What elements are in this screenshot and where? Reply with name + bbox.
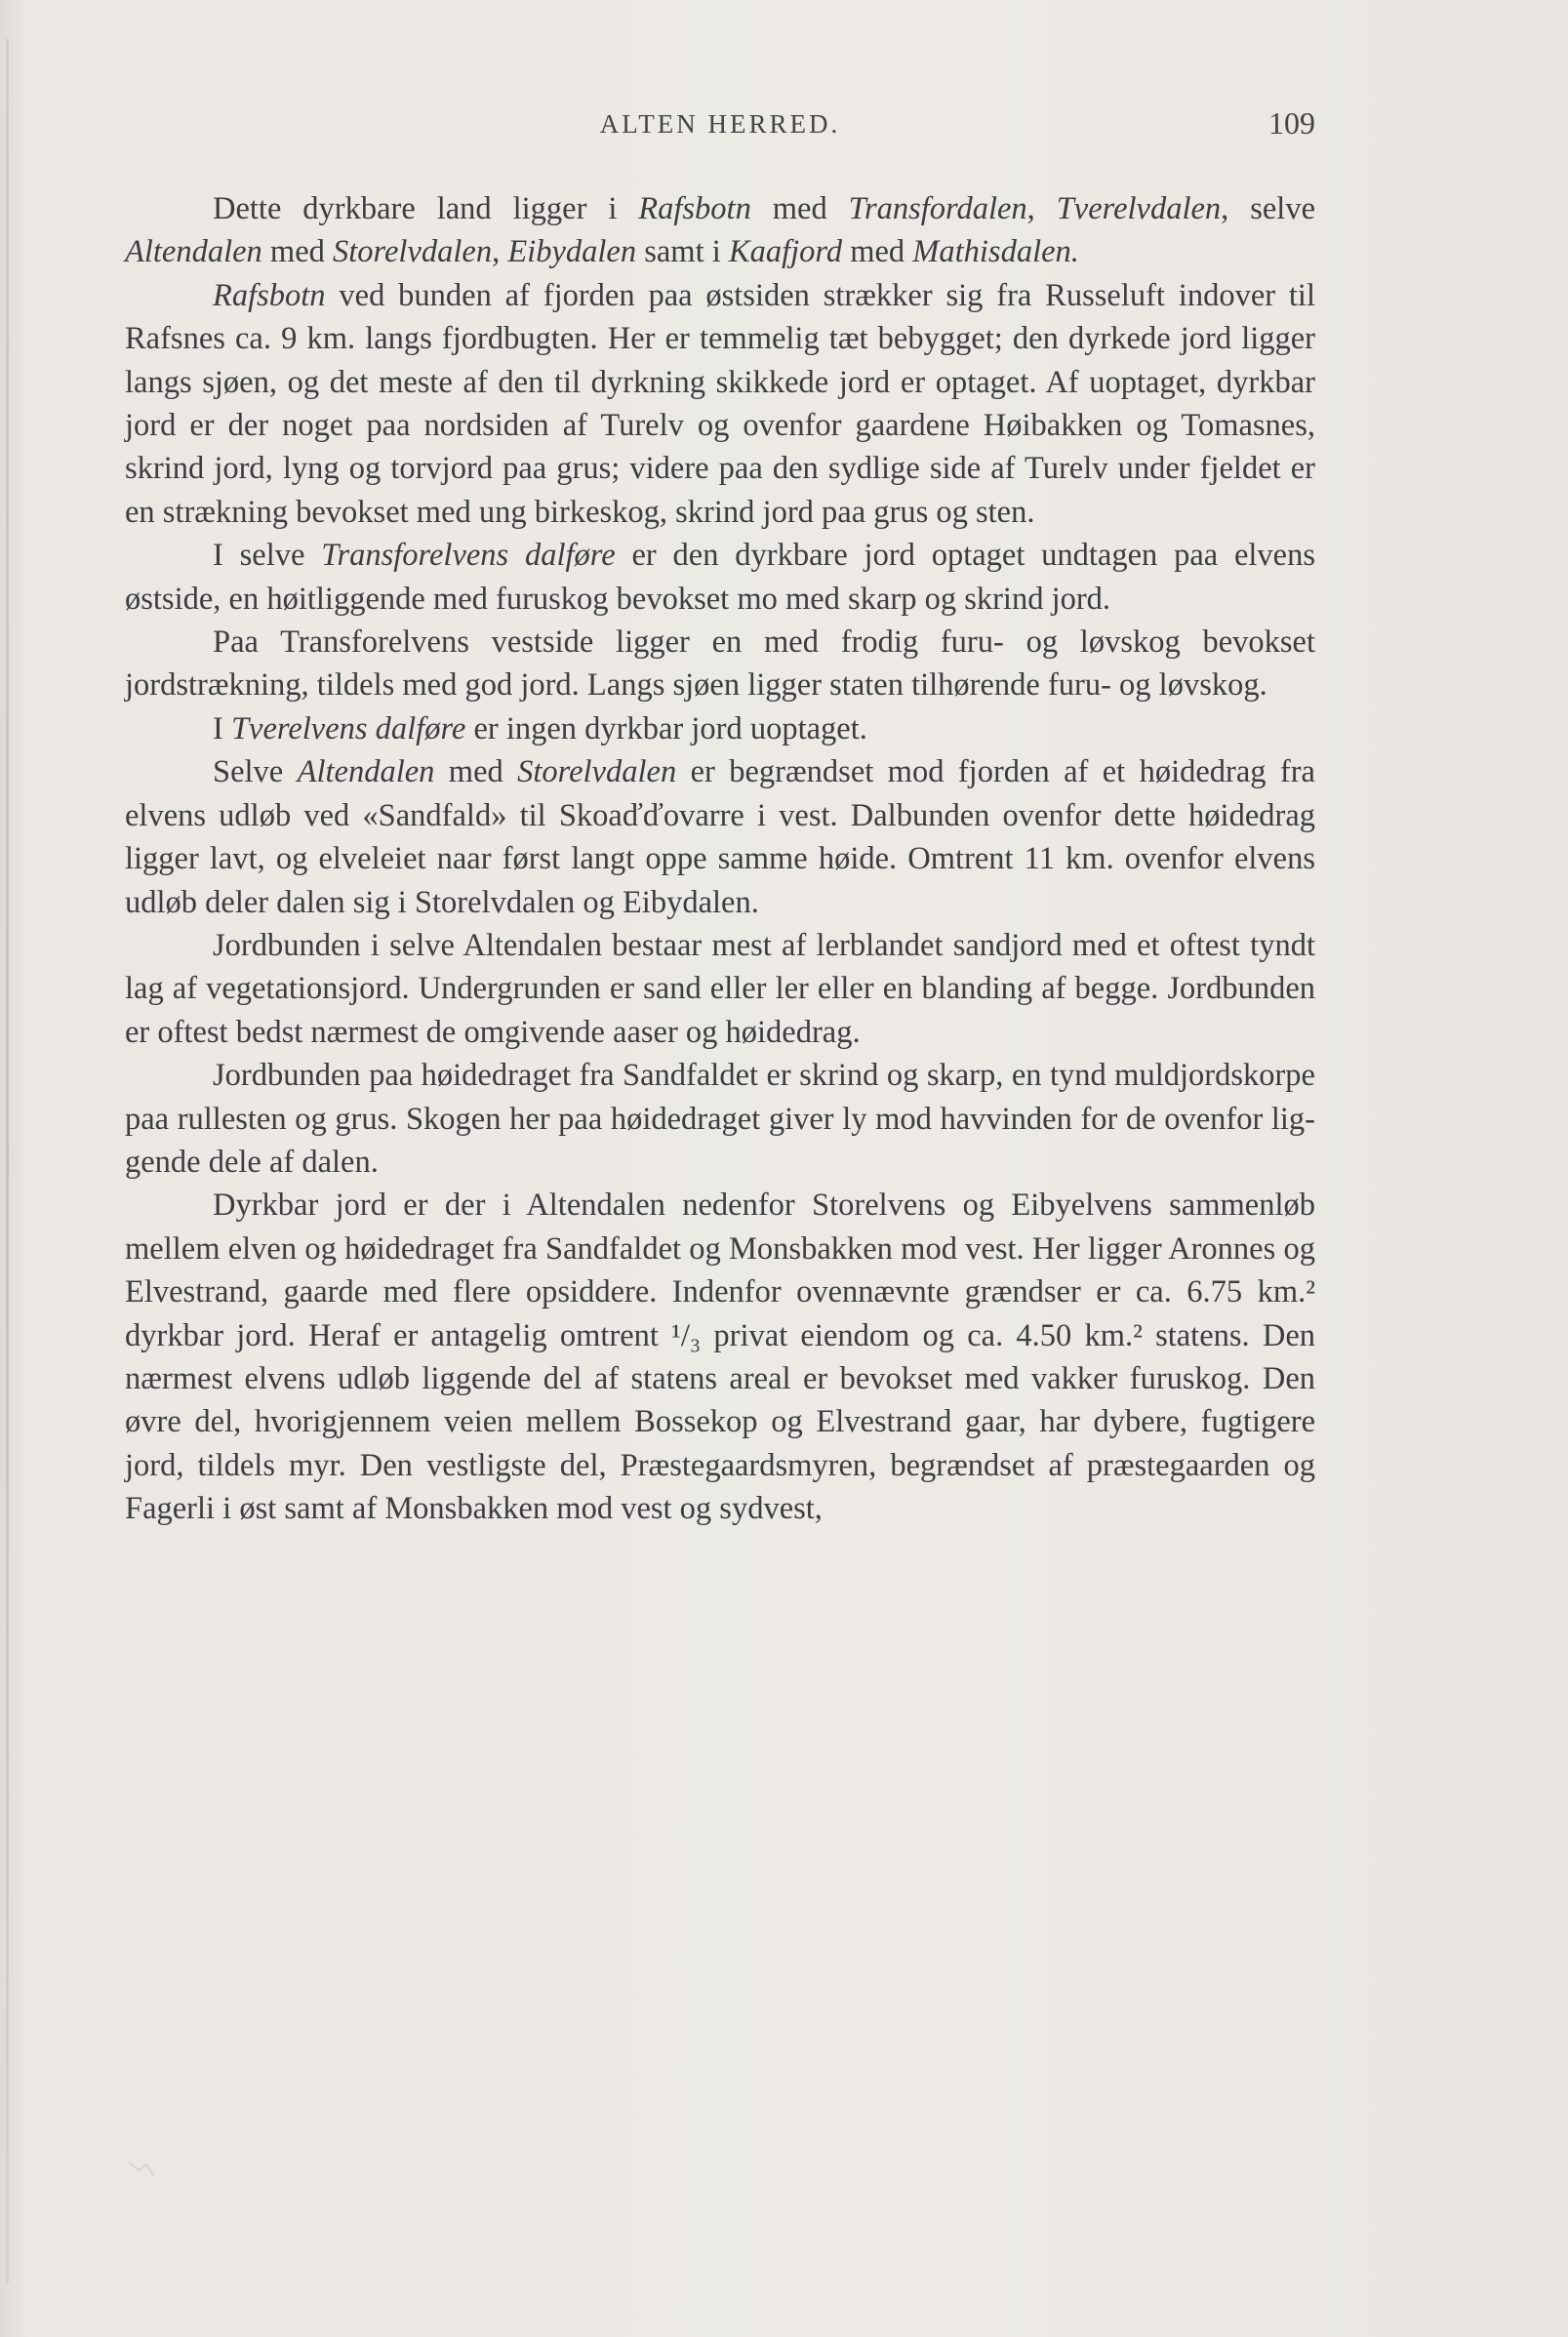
text-run: er begrændset mod fjorden af et høidedrag fra elvens udløb ved «Sandfald» til Skoaďďovarre i vest. Dalbunden ovenfor dette høidedrag ligger lavt, og elveleiet naar først langt oppe samme høide. Omtrent 11 km. ovenfor elvens udløb deler dalen sig i Storelvdalen og Eibydalen.	[125, 754, 1315, 920]
text-run: I selve	[213, 538, 322, 574]
text-run: Dette dyrkbare land ligger i	[213, 191, 639, 226]
italic-term: Eibydalen	[507, 234, 637, 270]
text-run: med	[842, 234, 913, 270]
italic-term: Tverelvens dalføre	[230, 710, 466, 746]
paragraph	[125, 707, 1315, 750]
text-run: med	[261, 234, 334, 270]
text-run: med	[750, 191, 849, 226]
italic-term: Kaafjord	[728, 234, 843, 270]
text-run: Selve	[213, 754, 298, 790]
page-edge-shadow	[6, 39, 9, 2283]
paragraph	[125, 1054, 1315, 1184]
paragraph	[125, 187, 1315, 274]
italic-term: Transfordalen	[848, 191, 1027, 226]
paragraph	[125, 274, 1315, 534]
page-number: 109	[1268, 105, 1315, 141]
text-run: samt i	[636, 234, 729, 270]
text-run: Jordbunden paa høidedraget fra Sandfaldet er skrind og skarp, en tynd muldjordskorpe paa rullesten og grus. Skogen her paa høidedraget giver ly mod havvinden for de ovenfor liggende dele af dalen.	[125, 1058, 1315, 1180]
italic-term: Altendalen	[125, 234, 262, 270]
italic-term: Tverelvdalen	[1056, 191, 1222, 226]
paragraph	[125, 1184, 1315, 1530]
text-run: Dyrkbar jord er der i Altendalen nedenfor Storelvens og Eibyelvens sammenløb mellem elven og høidedraget fra Sandfaldet og Monsbakken mod vest. Her ligger Aronnes og Elvestrand, gaarde med flere opsiddere. Indenfor ovennævnte grændser er ca. 6.75 km.² dyrkbar jord. Heraf er antagelig omtrent ¹/₃ privat eiendom og ca. 4.50 km.² statens. Den nærmest elvens udløb liggende del af statens areal er bevokset med vakker furuskog. Den øvre del, hvorigjennem veien mellem Bossekop og Elvestrand gaar, har dybere, fugtigere jord, tildels myr. Den vestligste del, Præstegaardsmyren, begrændset af præstegaarden og Fagerli i øst samt af Monsbakken mod vest og sydvest,	[125, 1188, 1315, 1527]
text-run: ved bunden af fjorden paa østsiden strækker sig fra Russeluft indover til Rafsnes ca. 9 km. langs fjordbugten. Her er temmelig tæt bebygget; den dyrkede jord ligger langs sjøen, og det meste af den til dyrkning skikkede jord er optaget. Af uoptaget, dyrkbar jord er der noget paa nordsiden af Turelv og ovenfor gaardene Høibakken og Tomasnes, skrind jord, lyng og torvjord paa grus; videre paa den sydlige side af Turelv under fjeldet er en strækning bevokset med ung birkeskog, skrind jord paa grus og sten.	[125, 277, 1315, 530]
paragraph	[125, 750, 1315, 924]
text-run: Paa Transforelvens vestside ligger en med frodig furu- og løvskog bevokset jordstrækning, tildels med god jord. Langs sjøen ligger staten tilhørende furu- og løvskog.	[125, 625, 1315, 704]
text-run: Jordbunden i selve Altendalen bestaar mest af lerblandet sandjord med et oftest tyndt lag af vegetationsjord. Undergrunden er sand eller ler eller en blanding af begge. Jordbunden er oftest bedst nærmest de omgivende aaser og høidedrag.	[125, 927, 1315, 1050]
ink-smudge	[125, 2156, 183, 2186]
text-run: ,	[1026, 191, 1057, 226]
italic-term: Altendalen	[297, 754, 435, 790]
text-run: , selve	[1221, 191, 1315, 226]
text-run: ,	[492, 234, 508, 270]
paragraph	[125, 924, 1315, 1054]
italic-term: Storelvdalen	[517, 754, 677, 790]
body-text	[125, 187, 1315, 1531]
paragraph	[125, 534, 1315, 621]
italic-term: Storelvdalen	[333, 234, 493, 270]
page-header	[125, 105, 1315, 152]
text-run: I	[213, 710, 231, 746]
italic-term: Transforelvens dalføre	[321, 538, 616, 574]
italic-term: Rafsbotn	[213, 277, 326, 313]
italic-term: Rafsbotn	[638, 191, 751, 226]
text-run: er den dyrkbare jord optaget undtagen paa elvens østside, en høitliggende med furuskog bevokset mo med skarp og skrind jord.	[125, 538, 1315, 617]
text-run: med	[434, 754, 518, 790]
running-title: ALTEN HERRED.	[599, 109, 841, 139]
text-run: er ingen dyrkbar jord uoptaget.	[465, 710, 867, 746]
italic-term: Mathisdalen.	[912, 234, 1079, 270]
paragraph	[125, 621, 1315, 707]
